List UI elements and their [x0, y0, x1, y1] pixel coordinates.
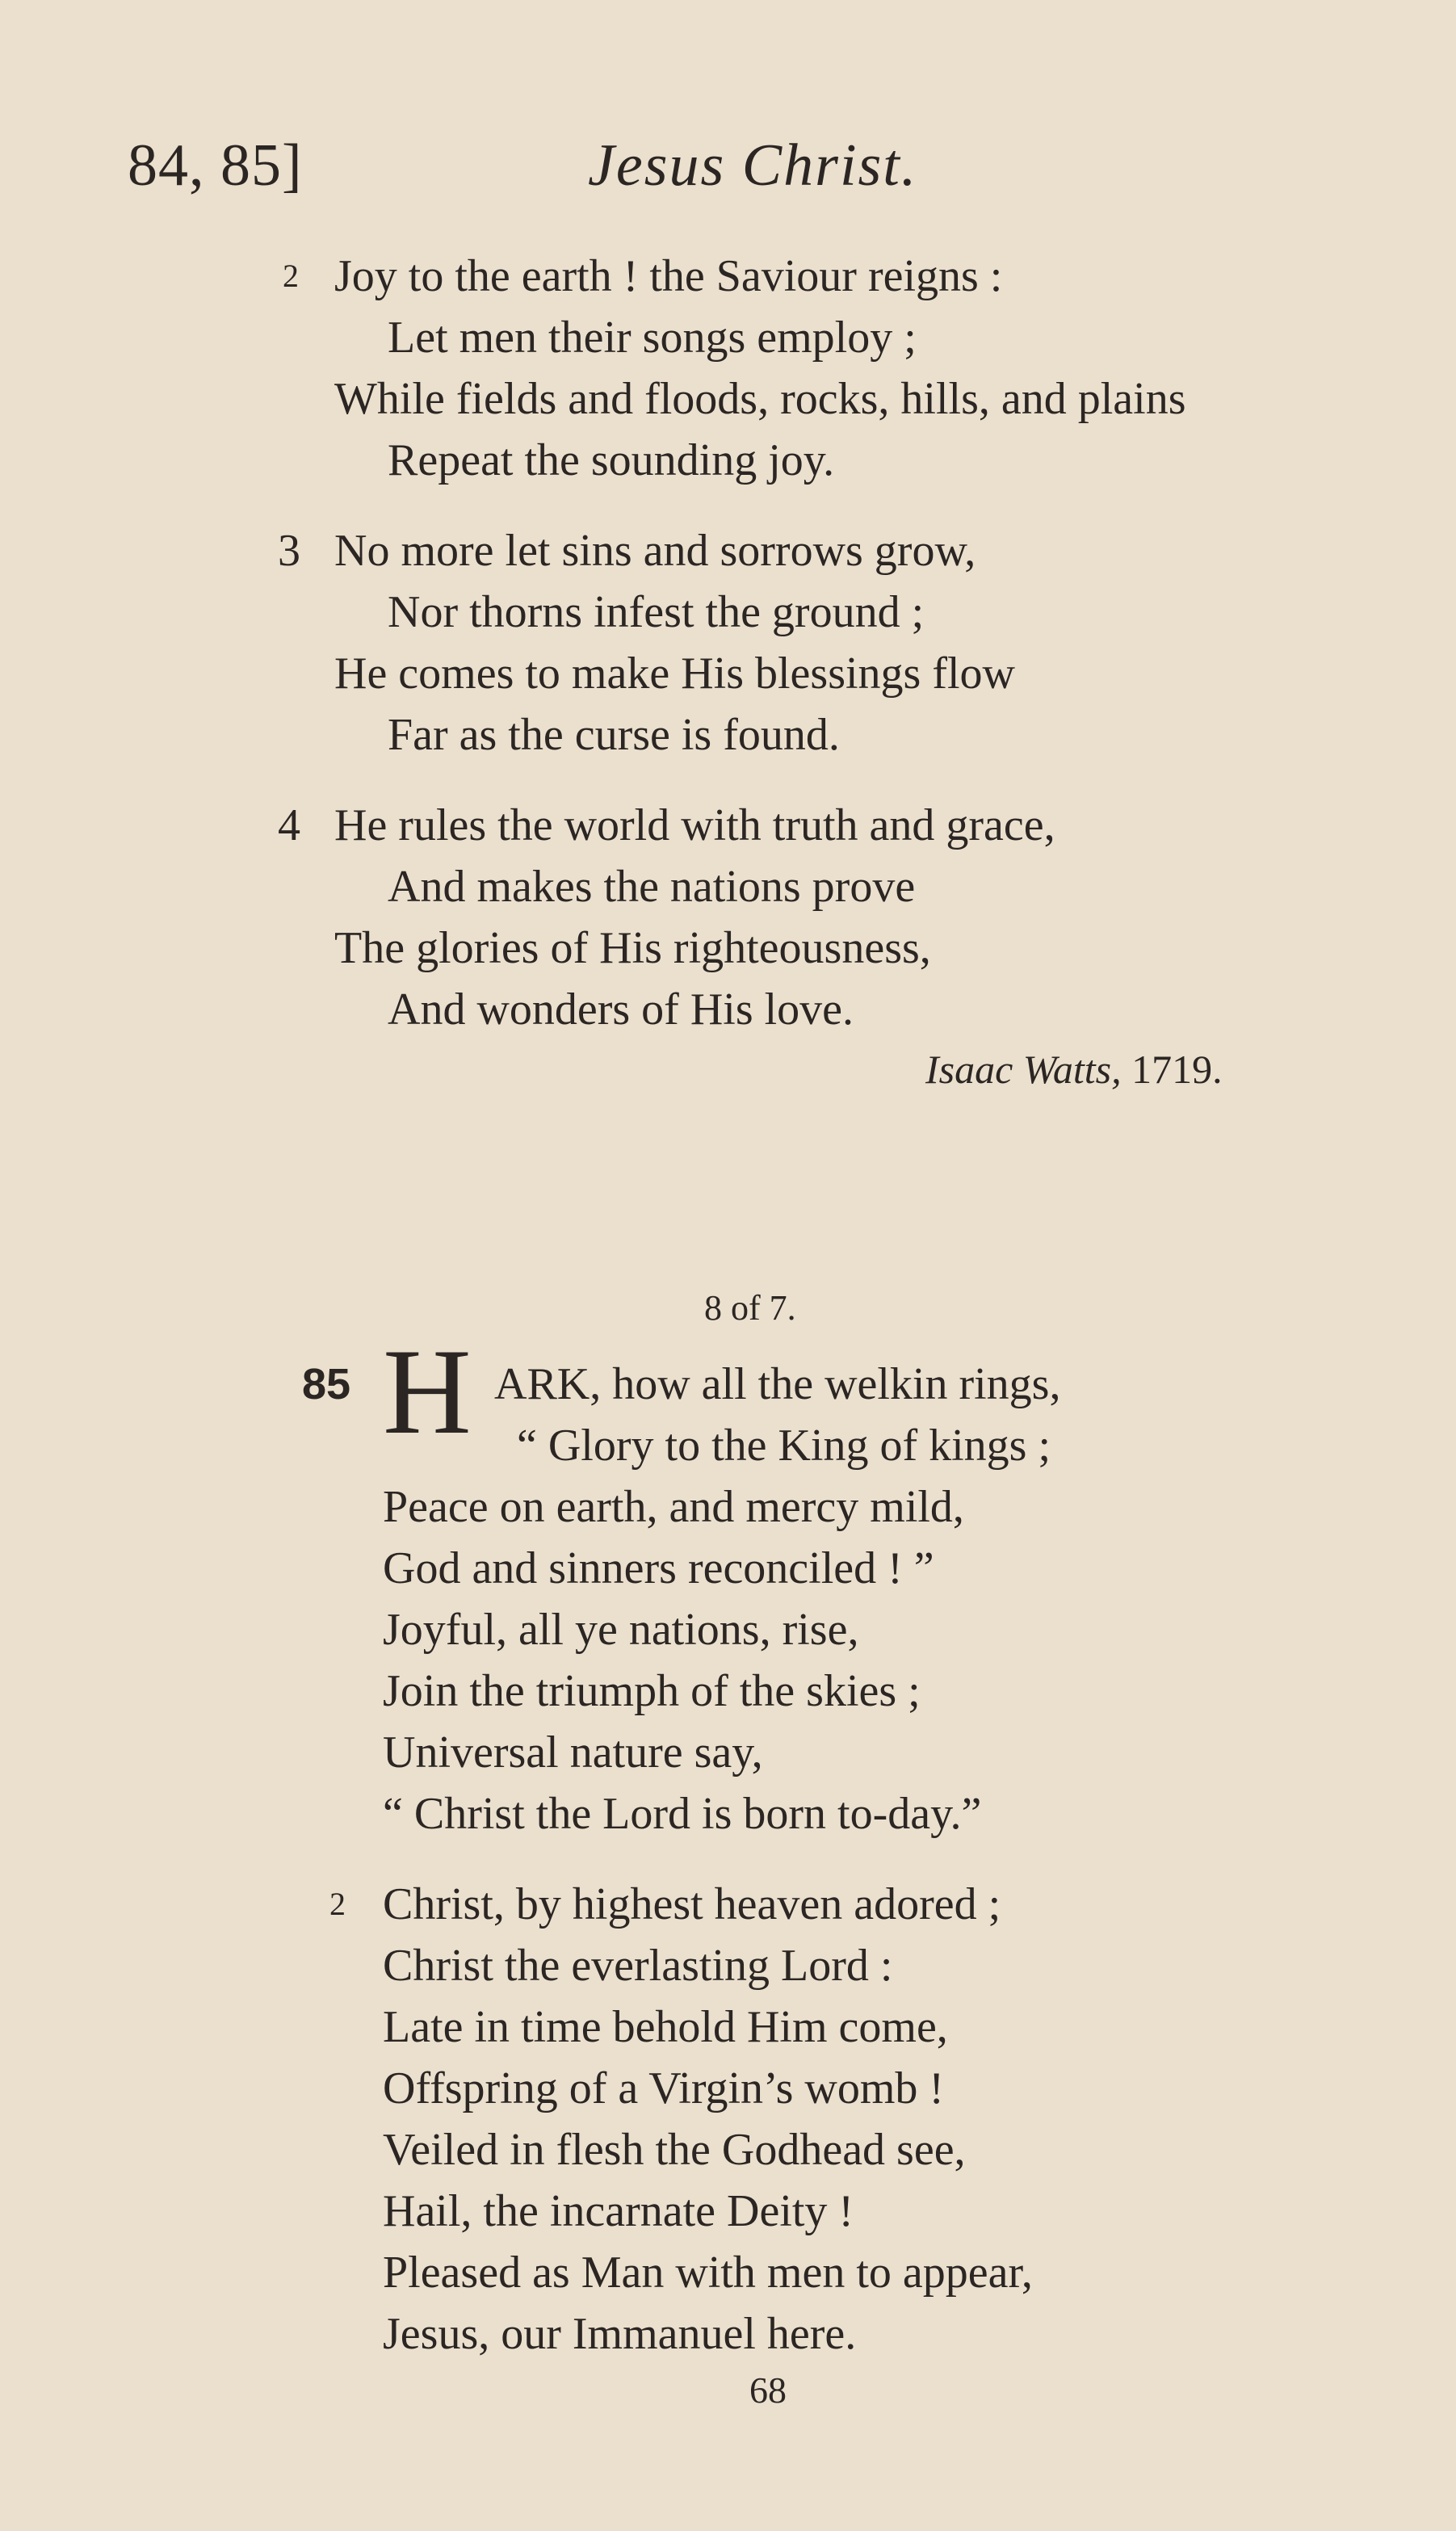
verse-number: 2	[329, 1886, 346, 1922]
verse-line: Universal nature say,	[383, 1727, 763, 1778]
verse-line: Christ, by highest heaven adored ;	[383, 1879, 1001, 1929]
verse-number: 3	[278, 526, 300, 576]
verse-line: And makes the nations prove	[388, 862, 916, 912]
verse-line: Far as the curse is found.	[388, 710, 840, 760]
verse-line: Pleased as Man with men to appear,	[383, 2248, 1033, 2298]
verse-line: Peace on earth, and mercy mild,	[383, 1482, 964, 1532]
verse-line: Christ the everlasting Lord :	[383, 1941, 893, 1991]
verse-line: Join the triumph of the skies ;	[383, 1666, 921, 1716]
page-title: Jesus Christ.	[588, 132, 918, 199]
verse-line: Veiled in flesh the Godhead see,	[383, 2125, 966, 2175]
verse-line: Joy to the earth ! the Saviour reigns :	[334, 251, 1003, 301]
verse-line: He comes to make His blessings flow	[334, 648, 1015, 699]
meter-label: 8 of 7.	[704, 1288, 796, 1328]
verse-line: Joyful, all ye nations, rise,	[383, 1605, 859, 1655]
verse-line: Let men their songs employ ;	[388, 313, 917, 363]
page-number: 68	[749, 2369, 787, 2411]
verse-line: ARK, how all the welkin rings,	[494, 1359, 1061, 1409]
verse-line: “ Christ the Lord is born to-day.”	[383, 1789, 982, 1839]
verse-line: Offspring of a Virgin’s womb !	[383, 2063, 945, 2113]
verse-line: He rules the world with truth and grace,	[334, 800, 1055, 850]
verse-line: While fields and floods, rocks, hills, and plains	[334, 374, 1186, 424]
verse-line: Repeat the sounding joy.	[388, 435, 835, 485]
author-name: Isaac Watts,	[925, 1047, 1122, 1092]
verse-line: And wonders of His love.	[388, 984, 854, 1035]
verse-line: “ Glory to the King of kings ;	[517, 1421, 1051, 1471]
drop-cap: H	[383, 1324, 472, 1459]
verse-line: The glories of His righteousness,	[334, 923, 931, 973]
verse-line: Hail, the incarnate Deity !	[383, 2186, 854, 2236]
verse-line: No more let sins and sorrows grow,	[334, 526, 976, 576]
hymn-range: 84, 85]	[128, 132, 303, 199]
verse-number: 4	[278, 800, 300, 850]
verse-number: 2	[283, 258, 299, 294]
hymn-number: 85	[302, 1360, 351, 1408]
verse-line: Late in time behold Him come,	[383, 2002, 948, 2052]
year: 1719.	[1131, 1047, 1223, 1092]
verse-line: Nor thorns infest the ground ;	[388, 587, 925, 637]
verse-line: Jesus, our Immanuel here.	[383, 2309, 857, 2359]
attribution	[925, 1039, 1223, 1100]
verse-line: God and sinners reconciled ! ”	[383, 1543, 934, 1593]
